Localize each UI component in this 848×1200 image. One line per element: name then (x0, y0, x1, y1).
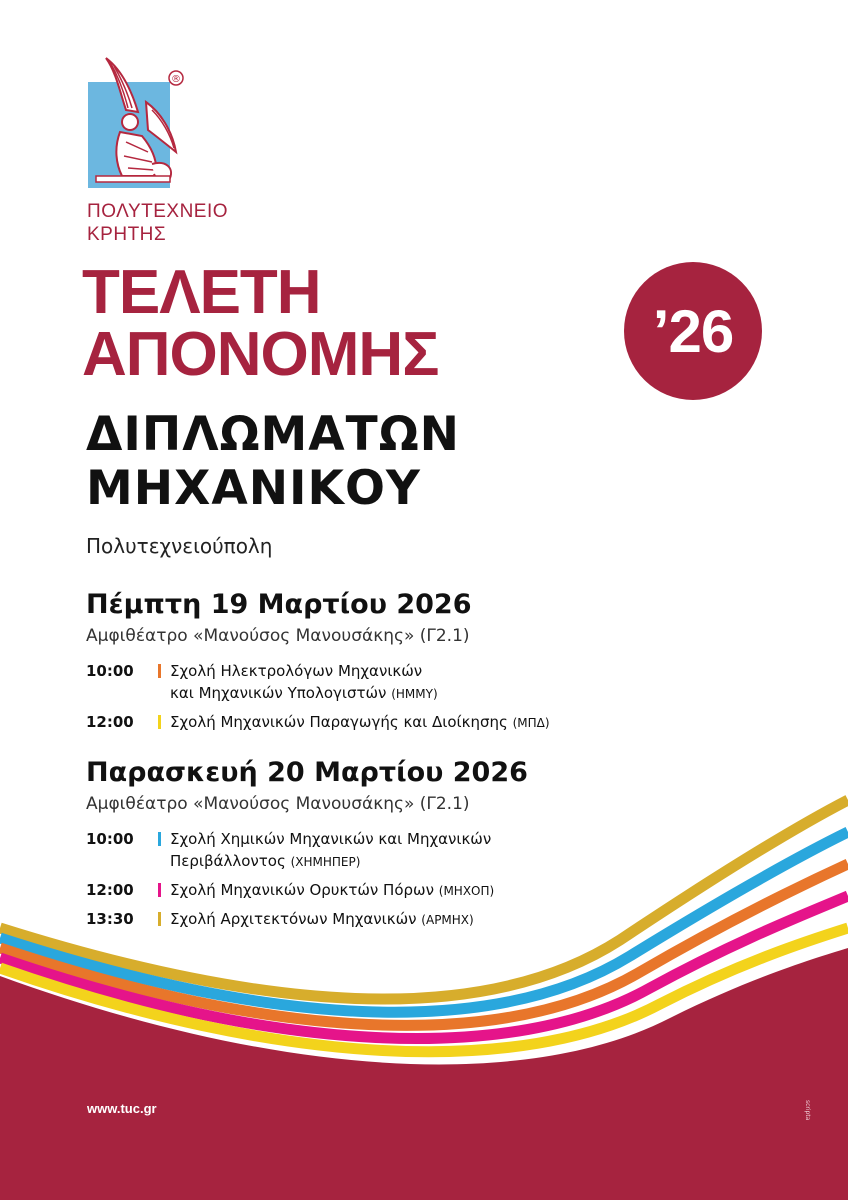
location: Πολυτεχνειούπολη (86, 534, 273, 558)
design-credit: scripta (804, 1100, 811, 1121)
year-badge: ’26 (624, 262, 762, 400)
university-name-line1: ΠΟΛΥΤΕΧΝΕΙΟ (87, 201, 229, 222)
session-time: 12:00 (86, 713, 134, 731)
school-abbreviation: (ΜΠΔ) (512, 716, 550, 730)
school-abbreviation: (ΑΡΜΗΧ) (421, 913, 474, 927)
session-time: 13:30 (86, 910, 134, 928)
winged-figure-emblem-icon (86, 52, 186, 192)
ceremony-title (82, 258, 439, 389)
session-color-bar (158, 664, 161, 678)
footer-wave-band (0, 780, 848, 1200)
day-venue: Αμφιθέατρο «Μανούσος Μανουσάκης» (Γ2.1) (86, 626, 470, 646)
session-color-bar (158, 715, 161, 729)
title-line1: ΤΕΛΕΤΗ (82, 258, 321, 327)
day-title: Παρασκευή 20 Μαρτίου 2026 (86, 757, 528, 788)
university-logo (86, 52, 186, 192)
session-school: Σχολή Χημικών Μηχανικών και Μηχανικών Περιβάλλοντος (ΧΗΜΗΠΕΡ) (170, 830, 492, 870)
session-school: Σχολή Μηχανικών Παραγωγής και Διοίκησης (ΜΠΔ) (170, 713, 550, 731)
university-name-line2: ΚΡΗΤΗΣ (87, 224, 167, 245)
color-waves (0, 780, 848, 1200)
session-school: Σχολή Μηχανικών Ορυκτών Πόρων (ΜΗΧΟΠ) (170, 881, 495, 899)
registered-mark: ® (171, 74, 181, 85)
title-line3: ΔΙΠΛΩΜΑΤΩΝ (86, 407, 461, 462)
school-abbreviation: (ΧΗΜΗΠΕΡ) (290, 855, 361, 869)
day-thursday (86, 588, 550, 734)
school-abbreviation: (ΜΗΧΟΠ) (438, 884, 495, 898)
day-title: Πέμπτη 19 Μαρτίου 2026 (86, 589, 472, 620)
session-school: Σχολή Ηλεκτρολόγων Μηχανικών και Μηχανικών Υπολογιστών (ΗΜΜΥ) (170, 662, 438, 702)
university-name (87, 200, 228, 246)
title-line4: ΜΗΧΑΝΙΚΟΥ (86, 461, 421, 516)
session-school: Σχολή Αρχιτεκτόνων Μηχανικών (ΑΡΜΗΧ) (170, 910, 474, 928)
session-time: 10:00 (86, 662, 134, 680)
website-link[interactable]: www.tuc.gr (87, 1101, 157, 1116)
title-line2: ΑΠΟΝΟΜΗΣ (82, 320, 439, 389)
day-venue: Αμφιθέατρο «Μανούσος Μανουσάκης» (Γ2.1) (86, 794, 470, 814)
diploma-title (86, 408, 460, 516)
session-time: 10:00 (86, 830, 134, 848)
school-abbreviation: (ΗΜΜΥ) (391, 687, 438, 701)
session-time: 12:00 (86, 881, 134, 899)
session-list (86, 660, 550, 734)
